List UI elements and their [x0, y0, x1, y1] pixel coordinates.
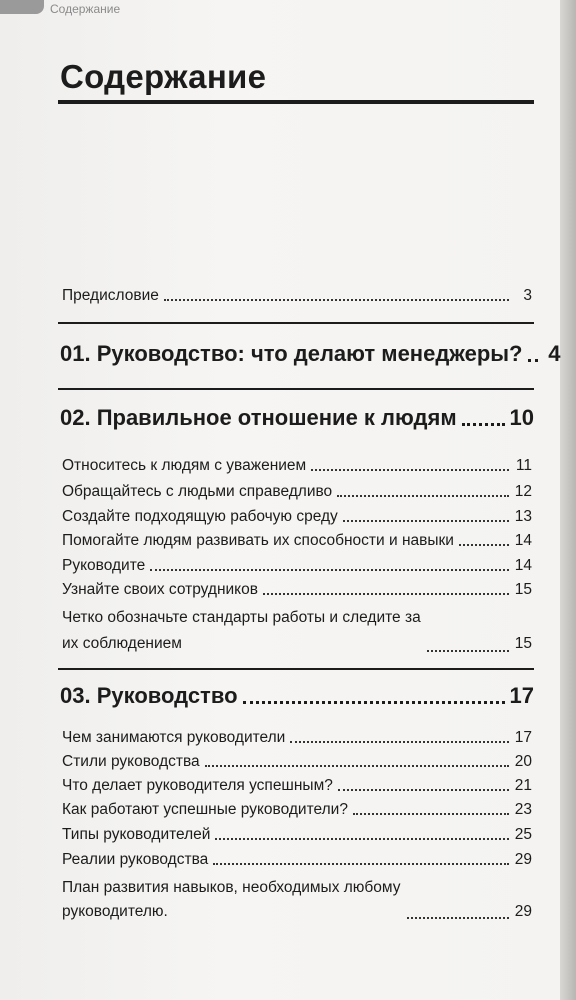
toc-chapter-label: 03. Руководство — [60, 683, 238, 708]
dot-leader — [205, 765, 509, 767]
toc-entry-page: 25 — [514, 826, 532, 843]
toc-entry-page: 17 — [514, 729, 532, 746]
toc-entry-page: 11 — [515, 457, 532, 474]
toc-entry-label: Обращайтесь с людьми справедливо — [62, 483, 333, 500]
toc-entry-page: 29 — [514, 851, 532, 868]
toc-entry-label: Руководите — [62, 557, 146, 574]
toc-entry-label: Стили руководства — [62, 753, 200, 770]
toc-entry[interactable] — [62, 482, 532, 502]
dot-leader — [311, 469, 509, 471]
dot-leader — [407, 917, 509, 919]
section-rule — [58, 388, 534, 390]
toc-entry-label: Узнайте своих сотрудников — [62, 581, 258, 598]
toc-chapter-02[interactable] — [60, 404, 534, 432]
dot-leader — [215, 838, 509, 840]
toc-entry-page: 29 — [514, 903, 532, 920]
dot-leader — [459, 544, 509, 546]
toc-entry-label: Создайте подходящую рабочую среду — [62, 508, 338, 525]
toc-chapter-label: 02. Правильное отношение к людям — [60, 405, 457, 430]
section-rule — [58, 322, 534, 324]
toc-entry-page: 13 — [514, 508, 532, 525]
title-rule — [58, 100, 534, 104]
toc-entry-label: Относитесь к людям с уважением — [62, 457, 307, 474]
dot-leader — [243, 701, 505, 704]
dot-leader — [150, 569, 509, 571]
toc-entry-label: Помогайте людям развивать их способности и навыки — [62, 532, 454, 549]
toc-entry[interactable] — [62, 825, 532, 845]
dot-leader — [528, 359, 538, 362]
toc-entry-page: 15 — [514, 635, 532, 652]
toc-entry[interactable] — [62, 605, 532, 657]
dot-leader — [353, 813, 509, 815]
dot-leader — [213, 863, 509, 865]
toc-entry-label: Четко обозначьте стандарты работы и следите за их соблюдением — [62, 609, 421, 652]
toc-entry-page: 15 — [514, 581, 532, 598]
section-rule — [58, 668, 534, 670]
toc-chapter-01[interactable] — [60, 340, 561, 368]
toc-entry[interactable] — [62, 752, 532, 772]
toc-chapter-03[interactable] — [60, 682, 534, 710]
toc-entry-page: 14 — [514, 532, 532, 549]
toc-entry[interactable] — [62, 776, 532, 796]
toc-entry[interactable] — [62, 580, 532, 600]
toc-entry-preface[interactable] — [62, 286, 532, 306]
toc-entry-label: Предисловие — [62, 287, 159, 304]
toc-entry[interactable] — [62, 456, 532, 476]
toc-entry-label: Как работают успешные руководители? — [62, 801, 348, 818]
toc-entry-page: 14 — [514, 557, 532, 574]
toc-entry[interactable] — [62, 850, 532, 870]
dot-leader — [338, 789, 509, 791]
toc-entry-label: План развития навыков, необходимых любому руководителю. — [62, 879, 401, 920]
page-title: Содержание — [60, 58, 267, 95]
dot-leader — [290, 741, 509, 743]
toc-entry-page: 21 — [514, 777, 532, 794]
toc-entry-page: 20 — [514, 753, 532, 770]
toc-entry-page: 12 — [514, 483, 532, 500]
toc-entry[interactable] — [62, 507, 532, 527]
toc-entry-label: Что делает руководителя успешным? — [62, 777, 333, 794]
toc-entry-label: Реалии руководства — [62, 851, 209, 868]
toc-entry[interactable] — [62, 531, 532, 551]
toc-entry[interactable] — [62, 876, 532, 924]
toc-entry[interactable] — [62, 728, 532, 748]
toc-chapter-page: 10 — [509, 405, 534, 430]
dot-leader — [462, 423, 505, 426]
running-head: Содержание — [50, 2, 121, 16]
toc-entry-page: 23 — [514, 801, 532, 818]
toc-chapter-label: 01. Руководство: что делают менеджеры? — [60, 341, 523, 366]
toc-entry[interactable] — [62, 800, 532, 820]
toc-chapter-page: 17 — [509, 683, 534, 708]
toc-entry-label: Чем занимаются руководители — [62, 729, 286, 746]
corner-mark — [0, 0, 44, 14]
dot-leader — [164, 299, 509, 301]
dot-leader — [263, 593, 509, 595]
dot-leader — [343, 520, 509, 522]
dot-leader — [427, 650, 509, 652]
dot-leader — [337, 495, 509, 497]
toc-entry-label: Типы руководителей — [62, 826, 211, 843]
page-edge — [560, 0, 576, 1000]
toc-chapter-page: 4 — [548, 341, 561, 366]
toc-entry-page: 3 — [523, 287, 532, 304]
toc-entry[interactable] — [62, 556, 532, 576]
